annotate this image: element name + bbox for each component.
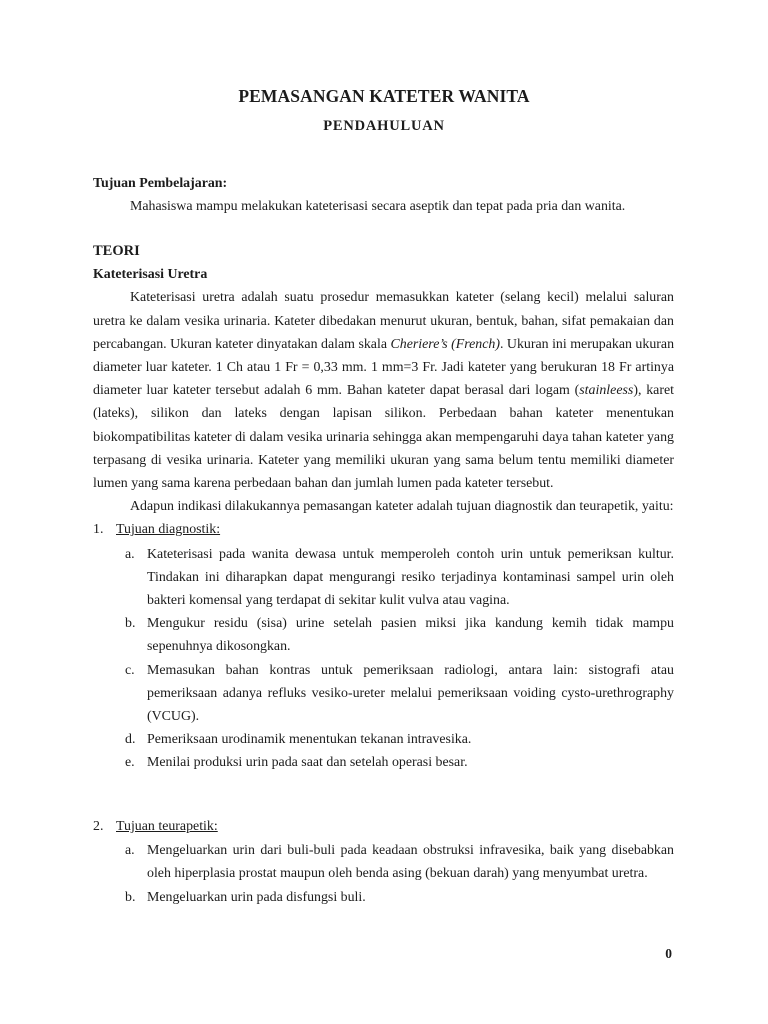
numbered-list [93,518,674,774]
sub-list-diagnostik [93,543,674,775]
numbered-list [93,815,674,909]
teurapetik-section [93,815,674,909]
list-label-teurapetik: Tujuan teurapetik: [116,819,218,834]
list-item [93,839,674,885]
paragraph-kateterisasi-italic-stainless: stainleess [579,383,634,399]
paragraph-kateterisasi-part2: . Ukuran ini merupakan ukuran diameter luar kateter. 1 Ch atau 1 Fr = 0,33 mm. 1 mm=3 Fr. Jadi kateter yang berukuran 18 Fr artinya diameter luar kateter tersebut adalah 6 mm. Bahan kateter dapat berasal dari logam ( [93,336,675,399]
list-marker: 2. [93,819,104,834]
list-item-text: Mengeluarkan urin pada disfungsi buli. [147,889,366,905]
list-marker: c. [125,662,135,678]
tujuan-section [93,172,674,218]
tujuan-text: Mahasiswa mampu melakukan kateterisasi secara aseptik dan tepat pada pria dan wanita. [130,199,626,215]
list-item-text: Kateterisasi pada wanita dewasa untuk memperoleh contoh urin untuk pemeriksan kultur. Tindakan ini diharapkan dapat mengurangi resiko terjadinya kontaminasi sampel urin oleh bakteri komensal yang terdapat di sekitar kulit vulva atau vagina. [147,546,674,609]
list-label-diagnostik: Tujuan diagnostik: [116,522,221,538]
paragraph-kateterisasi-part1: Kateterisasi uretra adalah suatu prosedur memasukkan kateter (selang kecil) melalui saluran uretra ke dalam vesika urinaria. Kateter dibedakan menurut ukuran, bentuk, bahan, sifat pemakaian dan percabangan. Ukuran kateter dinyatakan dalam skala [93,290,674,352]
list-item [93,543,674,613]
paragraph-kateterisasi-part3: ), karet (lateks), silikon dan lateks dengan lapisan silikon. Perbedaan bahan kateter menentukan biokompatibilitas kateter di dalam vesika urinaria sehingga akan mempengaruhi daya tahan kateter yang terpasang di vesika urinaria. Kateter yang memiliki ukuran yang sama belum tentu memiliki diameter lumen yang sama karena perbedaan bahan dan jumlah lumen pada kateter tersebut. [93,383,674,492]
list-marker: d. [125,732,136,748]
list-marker: a. [125,843,135,859]
list-item-text: Mengukur residu (sisa) urine setelah pasien miksi jika kandung kemih tidak mampu sepenuhnya dikosongkan. [147,616,674,655]
list-item-diagnostik [93,518,674,541]
list-marker: a. [125,546,135,562]
list-marker: e. [125,755,135,771]
teori-section [93,240,674,775]
list-item [93,728,674,751]
document-subtitle: PENDAHULUAN [323,118,445,134]
paragraph-kateterisasi [93,286,674,495]
list-item [93,751,674,774]
teori-heading: TEORI [93,243,140,259]
list-item [93,659,674,729]
list-item-text: Pemeriksaan urodinamik menentukan tekanan intravesika. [147,732,472,748]
page-number: 0 [665,946,672,961]
list-item [93,886,674,909]
paragraph-indikasi: Adapun indikasi dilakukannya pemasangan kateter adalah tujuan diagnostik dan teurapetik, yaitu: [130,499,674,515]
list-item-text: Menilai produksi urin pada saat dan setelah operasi besar. [147,755,468,771]
list-item-teurapetik [93,815,674,838]
list-marker: b. [125,889,136,905]
tujuan-heading: Tujuan Pembelajaran: [93,176,228,191]
list-item [93,612,674,658]
kateterisasi-heading: Kateterisasi Uretra [93,267,208,283]
list-marker: 1. [93,522,104,538]
list-item-text: Memasukan bahan kontras untuk pemeriksaan radiologi, antara lain: sistografi atau pemeriksaan adanya refluks vesiko-ureter melalui pemeriksaan voiding cysto-urethrography (VCUG). [147,662,674,725]
paragraph-kateterisasi-italic-french: Cheriere’s (French) [390,336,500,352]
document-title: PEMASANGAN KATETER WANITA [238,86,530,106]
list-item-text: Mengeluarkan urin dari buli-buli pada keadaan obstruksi infravesika, baik yang disebabkan oleh hiperplasia prostat maupun oleh benda asing (bekuan darah) yang menyumbat uretra. [147,843,674,882]
list-marker: b. [125,616,136,632]
sub-list-teurapetik [93,839,674,909]
